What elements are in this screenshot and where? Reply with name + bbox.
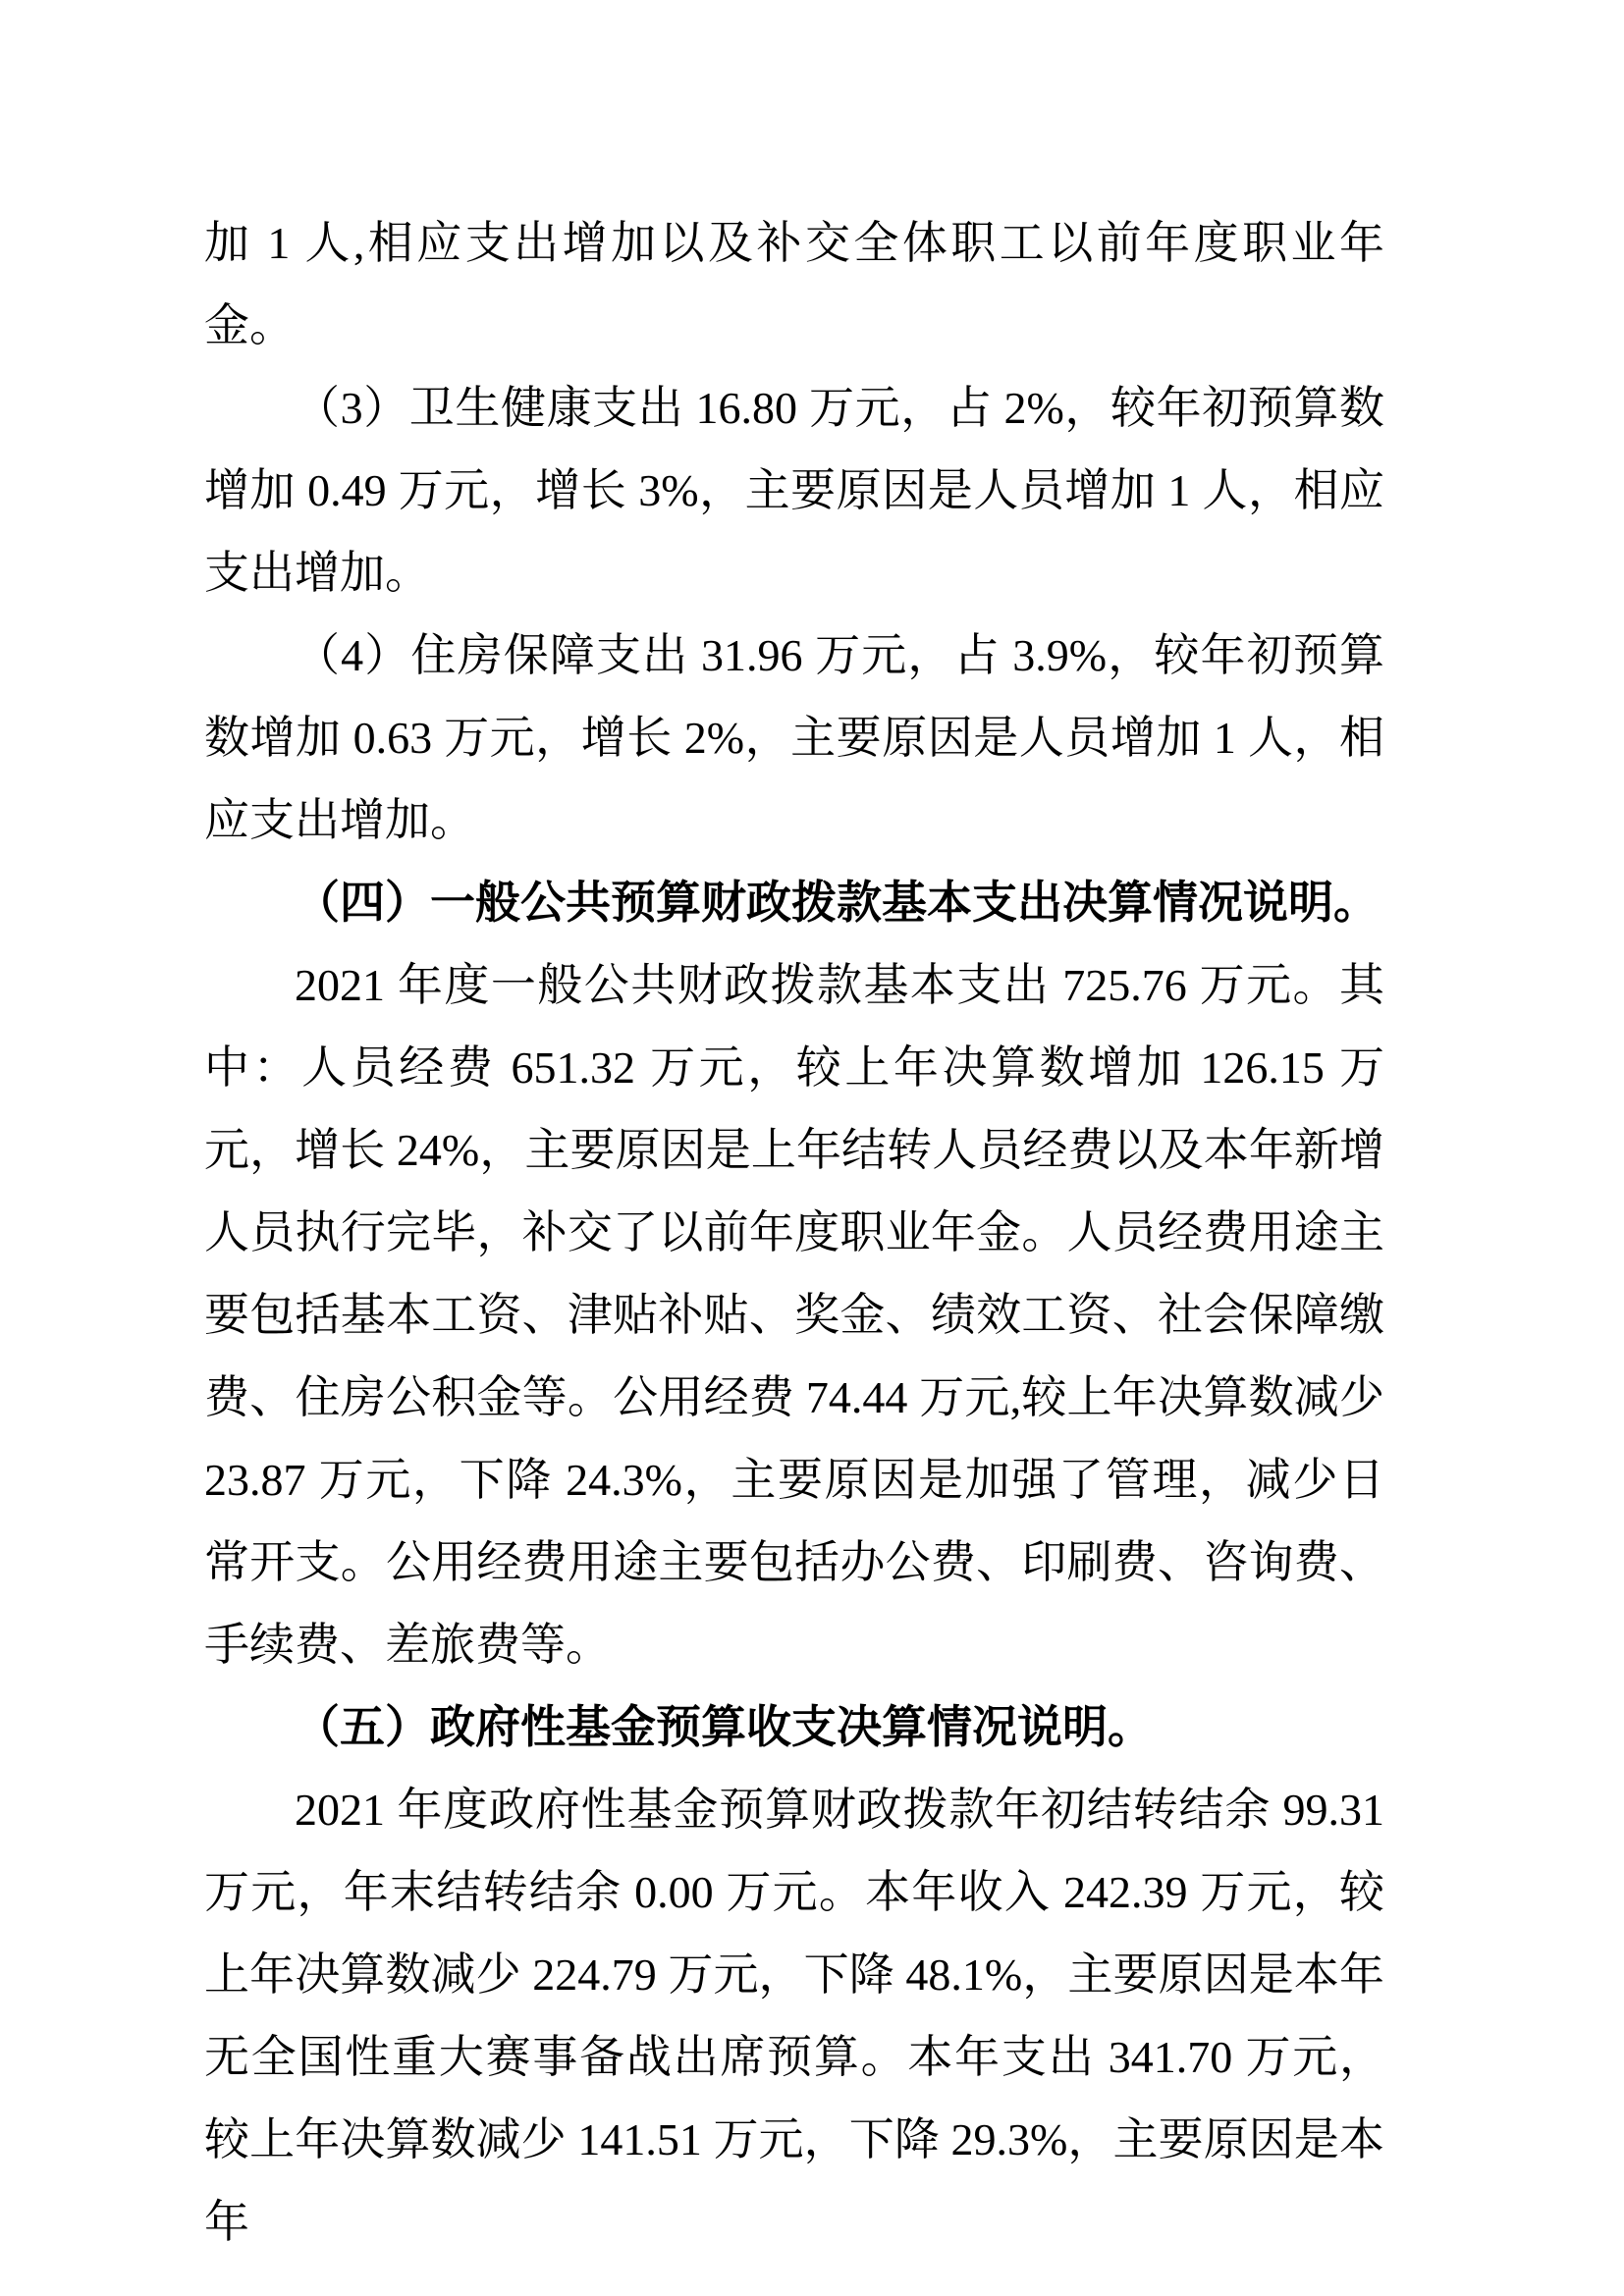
- document-text-block: [204, 202, 1384, 2264]
- paragraph-section5-body: 2021 年度政府性基金预算财政拨款年初结转结余 99.31 万元，年末结转结余 0.00 万元。本年收入 242.39 万元，较上年决算数减少 224.79 万元，下降 48.1%，主要原因是本年无全国性重大赛事备战出席预算。本年支出 341.70 万元，较上年决算数减少 141.51 万元，下降 29.3%，主要原因是本年: [204, 1785, 1384, 2247]
- paragraph-section4-body: 2021 年度一般公共财政拨款基本支出 725.76 万元。其中：人员经费 651.32 万元，较上年决算数增加 126.15 万元，增长 24%，主要原因是上年结转人员经费以及本年新增人员执行完毕，补交了以前年度职业年金。人员经费用途主要包括基本工资、津贴补贴、奖金、绩效工资、社会保障缴费、住房公积金等。公用经费 74.44 万元,较上年决算数减少 23.87 万元，下降 24.3%，主要原因是加强了管理，减少日常开支。公用经费用途主要包括办公费、印刷费、咨询费、手续费、差旅费等。: [204, 960, 1384, 1670]
- paragraph-item3-health-expenditure: （3）卫生健康支出 16.80 万元，占 2%，较年初预算数增加 0.49 万元，增长 3%，主要原因是人员增加 1 人，相应支出增加。: [204, 383, 1384, 598]
- paragraph-continuation-personnel-annuity: 加 1 人,相应支出增加以及补交全体职工以前年度职业年金。: [204, 218, 1384, 350]
- heading-section5-government-fund: （五）政府性基金预算收支决算情况说明。: [295, 1702, 1153, 1752]
- heading-section4-basic-expenditure: （四）一般公共预算财政拨款基本支出决算情况说明。: [295, 878, 1379, 928]
- paragraph-item4-housing-expenditure: （4）住房保障支出 31.96 万元，占 3.9%，较年初预算数增加 0.63 万元，增长 2%，主要原因是人员增加 1 人，相应支出增加。: [204, 630, 1384, 845]
